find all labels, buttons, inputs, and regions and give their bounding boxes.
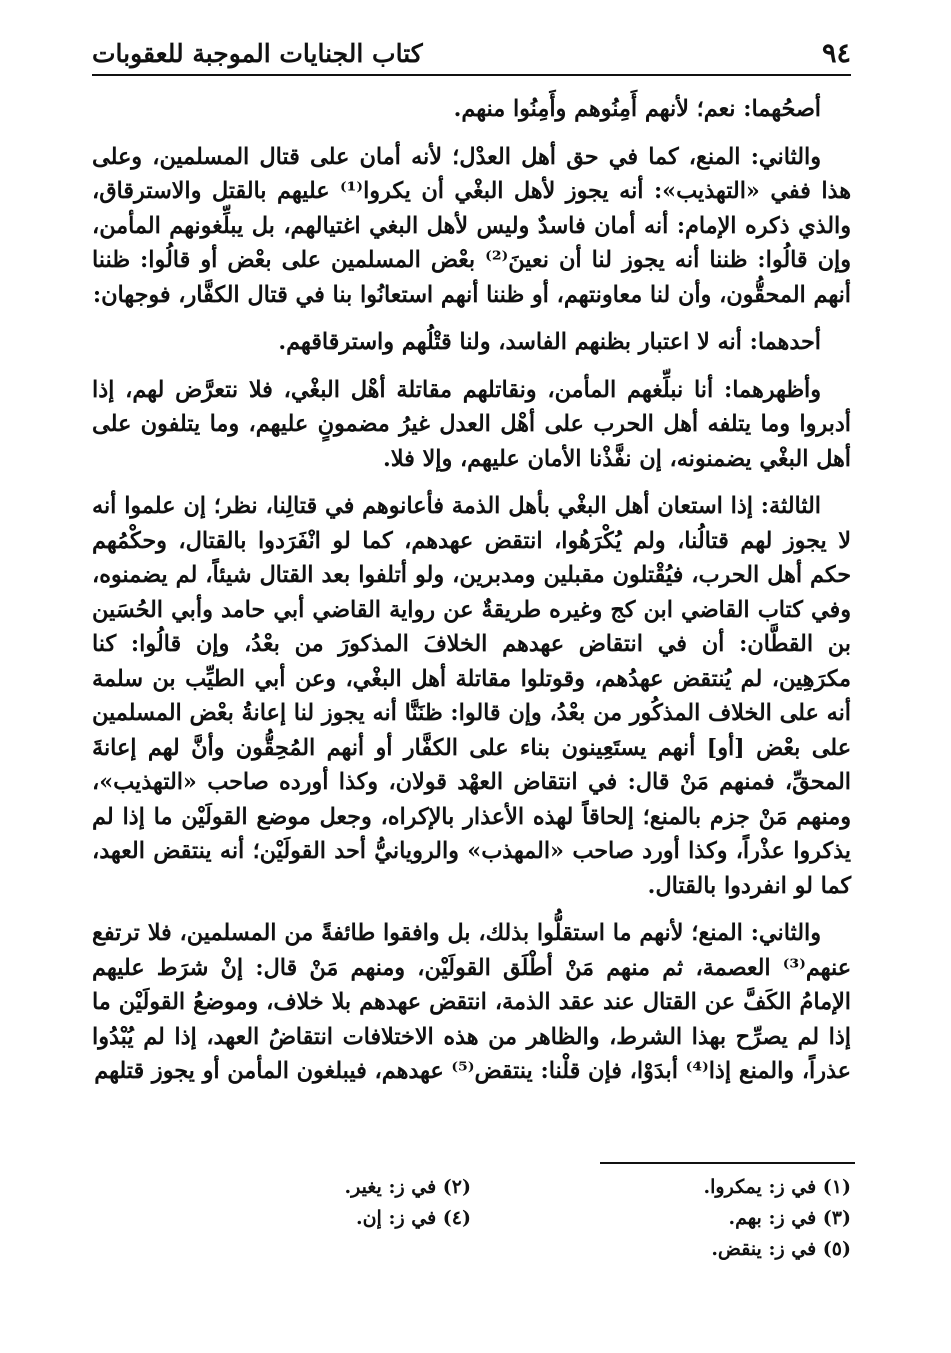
body-text: [92, 92, 851, 1102]
paragraph-lead: وأظهرهما:: [724, 376, 821, 403]
paragraph-text: نعم؛ لأنهم أَمِنُوهم وأَمِنُوا منهم.: [453, 96, 744, 122]
paragraph-text: أنه لا اعتبار بظنهم الفاسد، ولنا قتْلُهم واسترقاقهم.: [278, 329, 750, 355]
paragraph-5: [92, 489, 851, 903]
footnote-2: (٢) في ز: يغير.: [344, 1176, 471, 1198]
paragraph-6: [92, 916, 851, 1089]
paragraph-4: [92, 373, 851, 477]
paragraph-text: أنا نبلِّغهم المأمن، ونقاتلهم مقاتلة أهْل البغْي، فلا نتعرَّض لهم، إذا أدبروا وما يتلفه أهل الحرب على أهْل العدل غيرُ مضمونٍ عليهم، وما يتلفون على أهل البغْي يضمنونه، إن نفَّذْنا الأمان عليهم، وإلا فلا.: [92, 376, 851, 472]
page-header: [92, 34, 851, 76]
paragraph-1: [92, 92, 851, 127]
paragraph-lead: الثالثة:: [760, 493, 821, 519]
running-title: كتاب الجنايات الموجبة للعقوبات: [92, 39, 423, 68]
page-number: ٩٤: [821, 38, 851, 69]
footnote-3: (٣) في ز: بهم.: [728, 1207, 851, 1229]
footnotes: [92, 1172, 851, 1282]
footnotes-right-column: [521, 1172, 851, 1265]
paragraph-text: المنع، كما في حق أهل العدْل؛ لأنه أمان على قتال المسلمين، وعلى هذا ففي «التهذيب»: أنه يجوز لأهل البغْي أن يكروا⁽¹⁾ عليهم بالقتل والاسترقاق، والذي ذكره الإمام: أنه أمان فاسدٌ وليس لأهل البغي اغتيالهم، بل يبلِّغونهم المأمن، وإن قالُوا: ظننا أنه يجوز لنا أن نعينَ⁽²⁾ بعْض المسلمين على بعْض أو قالُوا: ظننا أنهم المحقُّون، وأن لنا معاونتهم، أو ظننا أنهم استعانُوا بنا في قتال الكفَّار، فوجهان:: [92, 143, 851, 308]
paragraph-text: المنع؛ لأنهم ما استقلُّوا بذلك، بل وافقوا طائفةً من المسلمين، فلا ترتفع عنهم⁽³⁾ العصمة، ثم منهم مَنْ أطْلَق القولَيْن، ومنهم مَنْ قال: إنْ شرَط عليهم الإمامُ الكَفَّ عن القتال عند عقد الذمة، انتقض عهدهم بلا خلاف، وموضعُ القولَيْن ما إذا لم يصرِّح بهذا الشرط، والظاهر من هذه الاختلافات انتقاضُ العهد، إذا لم يُبْدُوا عذراً، والمنع إذا⁽⁴⁾ أبدَوْا، فإن قلْنا: ينتقض⁽⁵⁾ عهدهم، فيبلغون المأمن أو يجوز قتلهم: [92, 920, 851, 1084]
paragraph-3: [92, 325, 851, 360]
footnote-5: (٥) في ز: ينقض.: [711, 1238, 851, 1260]
footnote-separator: [600, 1162, 855, 1164]
paragraph-2: [92, 140, 851, 313]
footnote-4: (٤) في ز: إن.: [355, 1207, 471, 1229]
footnote-1: (١) في ز: يمكروا.: [703, 1176, 851, 1198]
paragraph-text: إذا استعان أهل البغْي بأهل الذمة فأعانوهم في قتالِنا، نظر؛ إن علموا أنه لا يجوز لهم قتالُنا، ولم يُكْرَهُوا، انتقض عهدهم، كما لو انْفَرَدوا بالقتال، وحكْمُهم حكم أهل الحرب، فيُقْتلون مقبلين ومدبرين، ولو أتلفوا بعد القتال شيئاً، لم يضمنوه، وفي كتاب القاضي ابن كج وغيره طريقةٌ عن رواية القاضي أبي حامد وأبي الحُسَين بن القطَّان: أن في انتقاض عهدهم الخلافَ المذكورَ من بعْدُ، وإن قالُوا: كنا مكرَهِين، لم يُنتقض عهدُهم، وقوتلوا مقاتلة أهل البغْي، وعن أبي الطيِّب بن سلمة أنه على الخلاف المذكُور من بعْدُ، وإن قالوا: ظنَنَّا أنه يجوز لنا إعانةُ بعْض المسلمين على بعْض [أو] أنهم يستَعِينون بناء على الكفَّار أو أنهم المُحِقُّون وأنَّ لهم إعانةَ المحقِّ، فمنهم مَنْ قال: في انتقاض العهْد قولان، وكذا أورده صاحب «التهذيب»، ومنهم مَنْ جزم بالمنع؛ إلحاقاً لهذه الأعذار بالإكراه، وجعل موضع القولَيْن ما إذا لم يذكروا عذْراً، وكذا أورد صاحب «المهذب» والرويانيُّ أحد القولَيْن؛ أنه ينتقض العهد، كما لو انفردوا بالقتال.: [92, 493, 851, 899]
paragraph-lead: والثاني:: [750, 143, 821, 170]
paragraph-lead: أحدهما:: [749, 329, 821, 355]
footnotes-left-column: [141, 1172, 471, 1234]
paragraph-lead: والثاني:: [750, 920, 821, 946]
paragraph-lead: أصحُهما:: [743, 96, 821, 122]
